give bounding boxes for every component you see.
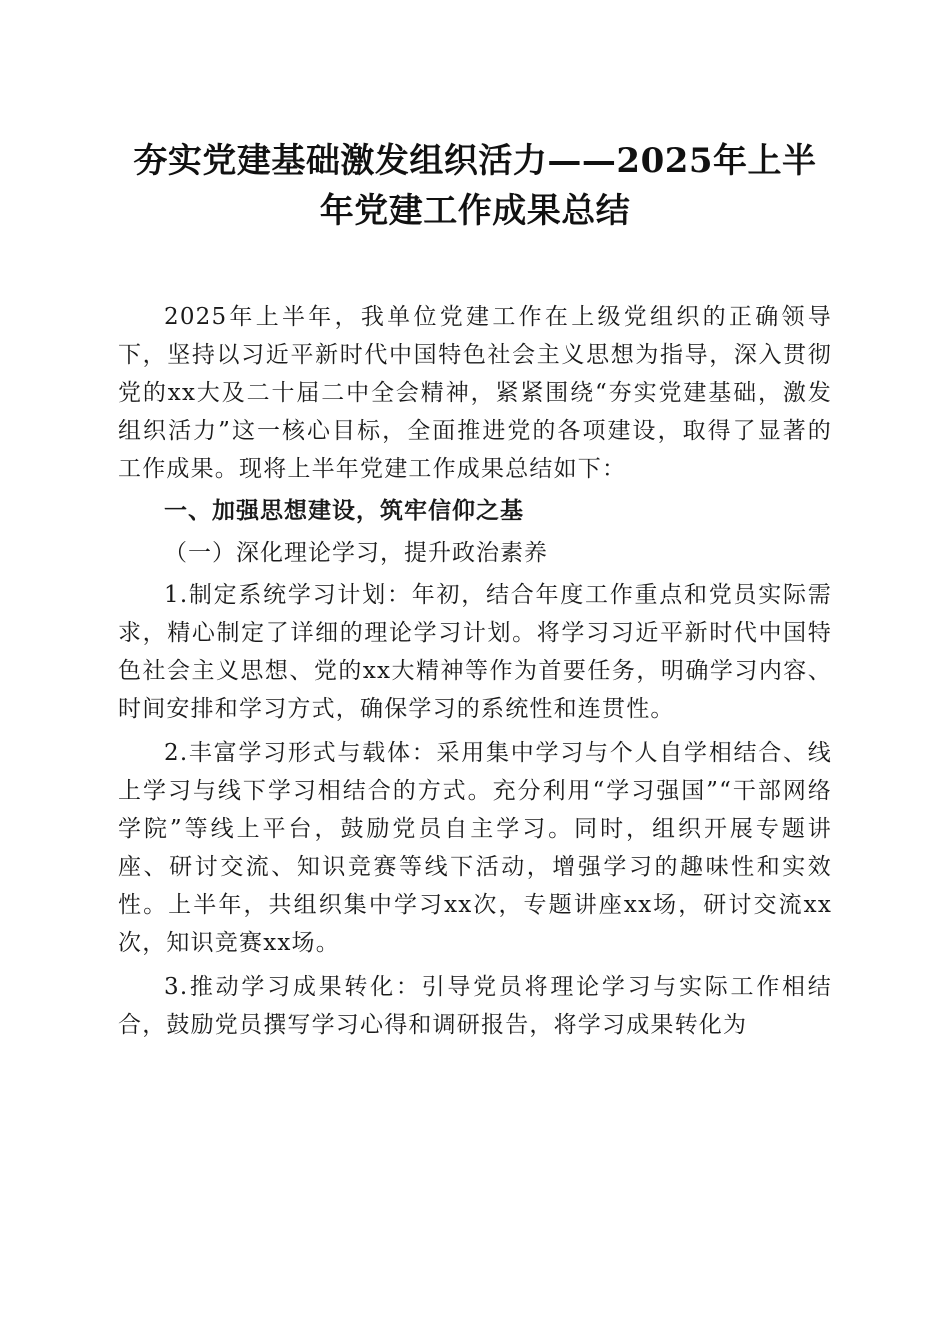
- title-line-1: 夯实党建基础激发组织活力——2025年上半: [133, 141, 817, 181]
- list-item-3: 3.推动学习成果转化：引导党员将理论学习与实际工作相结合，鼓励党员撰写学习心得和调研报告，将学习成果转化为: [118, 974, 832, 1038]
- section-heading-1: 一、加强思想建设，筑牢信仰之基: [164, 497, 524, 524]
- document-title: [118, 136, 832, 236]
- list-item-2: 2.丰富学习形式与载体：采用集中学习与个人自学相结合、线上学习与线下学习相结合的方式。充分利用“学习强国”“干部网络学院”等线上平台，鼓励党员自主学习。同时，组织开展专题讲座、研讨交流、知识竞赛等线下活动，增强学习的趣味性和实效性。上半年，共组织集中学习xx次，专题讲座xx场，研讨交流xx次，知识竞赛xx场。: [118, 740, 832, 956]
- title-line-2: 年党建工作成果总结: [319, 191, 631, 231]
- list-item-1: 1.制定系统学习计划：年初，结合年度工作重点和党员实际需求，精心制定了详细的理论学习计划。将学习习近平新时代中国特色社会主义思想、党的xx大精神等作为首要任务，明确学习内容、时间安排和学习方式，确保学习的系统性和连贯性。: [118, 582, 832, 722]
- intro-paragraph: 2025年上半年，我单位党建工作在上级党组织的正确领导下，坚持以习近平新时代中国特色社会主义思想为指导，深入贯彻党的xx大及二十届二中全会精神，紧紧围绕“夯实党建基础，激发组织活力”这一核心目标，全面推进党的各项建设，取得了显著的工作成果。现将上半年党建工作成果总结如下：: [118, 304, 832, 482]
- document-page: [118, 136, 832, 1044]
- subsection-heading-1: （一）深化理论学习，提升政治素养: [164, 540, 548, 566]
